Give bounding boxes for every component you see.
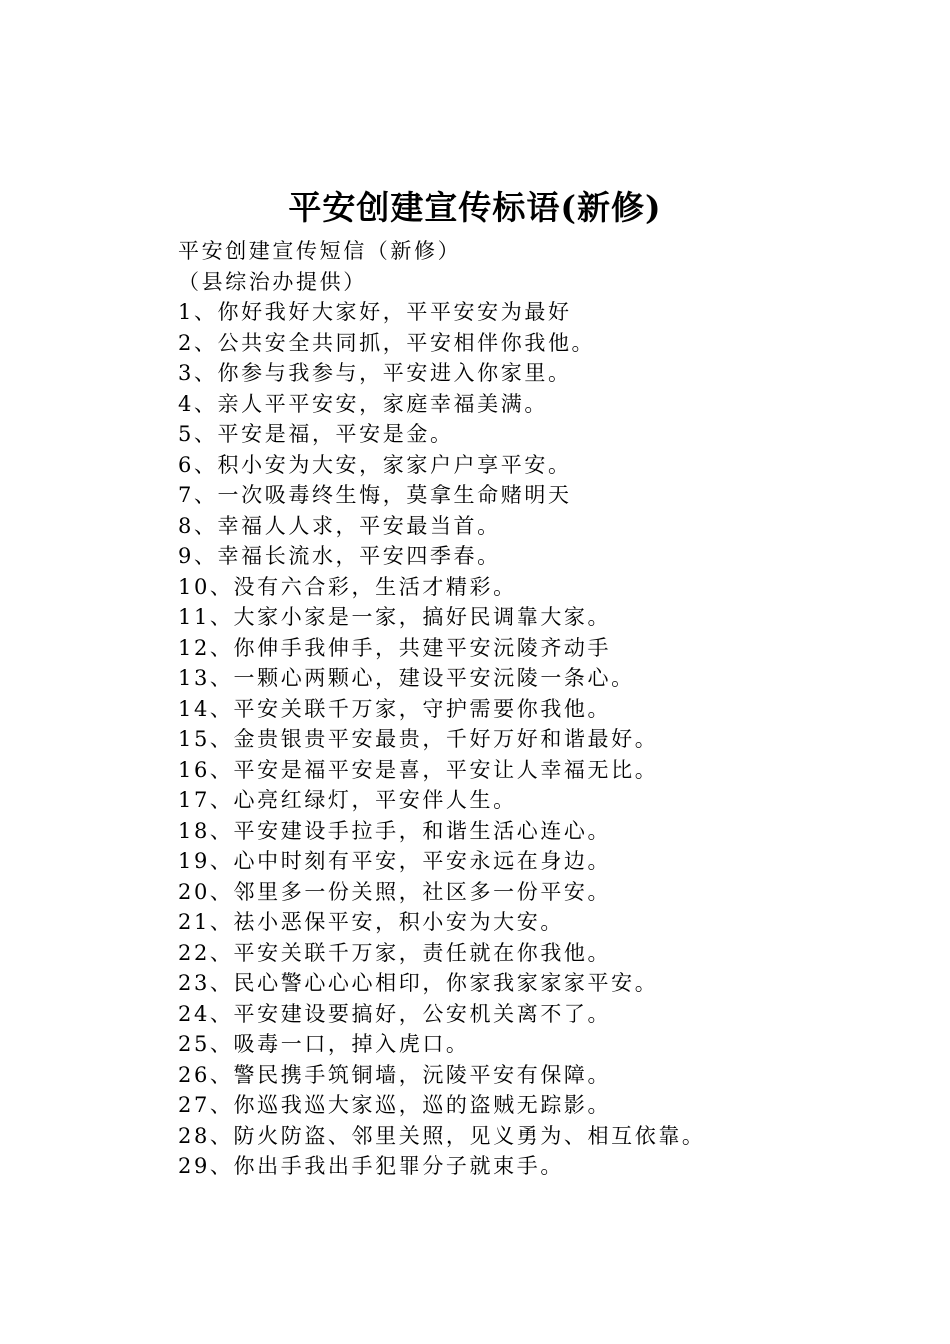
slogan-item: 3、你参与我参与，平安进入你家里。 <box>178 361 572 385</box>
slogan-item: 29、你出手我出手犯罪分子就束手。 <box>178 1154 564 1178</box>
slogan-list <box>178 297 898 1182</box>
slogan-item: 28、防火防盗、邻里关照，见义勇为、相互依靠。 <box>178 1123 706 1148</box>
slogan-item: 13、一颗心两颗心，建设平安沅陵一条心。 <box>178 666 635 690</box>
document-source: （县综治办提供） <box>178 269 367 294</box>
document-body <box>178 236 898 1182</box>
slogan-item: 19、心中时刻有平安，平安永远在身边。 <box>178 849 612 873</box>
slogan-item: 11、大家小家是一家，搞好民调靠大家。 <box>178 605 612 629</box>
slogan-item: 23、民心警心心心相印，你家我家家家平安。 <box>178 971 659 995</box>
slogan-item: 17、心亮红绿灯，平安伴人生。 <box>178 788 517 812</box>
slogan-item: 26、警民携手筑铜墙，沅陵平安有保障。 <box>178 1062 612 1087</box>
document-subtitle: 平安创建宣传短信（新修） <box>178 239 462 263</box>
slogan-item: 10、没有六合彩，生活才精彩。 <box>178 574 517 599</box>
slogan-item: 25、吸毒一口，掉入虎口。 <box>178 1032 470 1056</box>
slogan-item: 27、你巡我巡大家巡，巡的盗贼无踪影。 <box>178 1093 612 1117</box>
slogan-item: 8、幸福人人求，平安最当首。 <box>178 513 501 538</box>
slogan-item: 6、积小安为大安，家家户户享平安。 <box>178 452 572 477</box>
slogan-item: 9、幸福长流水，平安四季春。 <box>178 544 501 568</box>
slogan-item: 22、平安关联千万家，责任就在你我他。 <box>178 940 612 965</box>
slogan-item: 20、邻里多一份关照，社区多一份平安。 <box>178 879 612 904</box>
document-title: 平安创建宣传标语(新修) <box>288 188 662 227</box>
slogan-item: 7、一次吸毒终生悔，莫拿生命赌明天 <box>178 483 572 507</box>
slogan-item: 24、平安建设要搞好，公安机关离不了。 <box>178 1001 612 1026</box>
slogan-item: 4、亲人平平安安，家庭幸福美满。 <box>178 391 548 416</box>
slogan-item: 5、平安是福，平安是金。 <box>178 422 454 446</box>
slogan-item: 2、公共安全共同抓，平安相伴你我他。 <box>178 330 596 355</box>
slogan-item: 18、平安建设手拉手，和谐生活心连心。 <box>178 818 612 843</box>
slogan-item: 12、你伸手我伸手，共建平安沅陵齐动手 <box>178 635 612 660</box>
slogan-item: 16、平安是福平安是喜，平安让人幸福无比。 <box>178 757 659 782</box>
slogan-item: 1、你好我好大家好，平平安安为最好 <box>178 300 572 324</box>
slogan-item: 15、金贵银贵平安最贵，千好万好和谐最好。 <box>178 727 659 751</box>
slogan-item: 21、祛小恶保平安，积小安为大安。 <box>178 910 564 934</box>
slogan-item: 14、平安关联千万家，守护需要你我他。 <box>178 696 612 721</box>
